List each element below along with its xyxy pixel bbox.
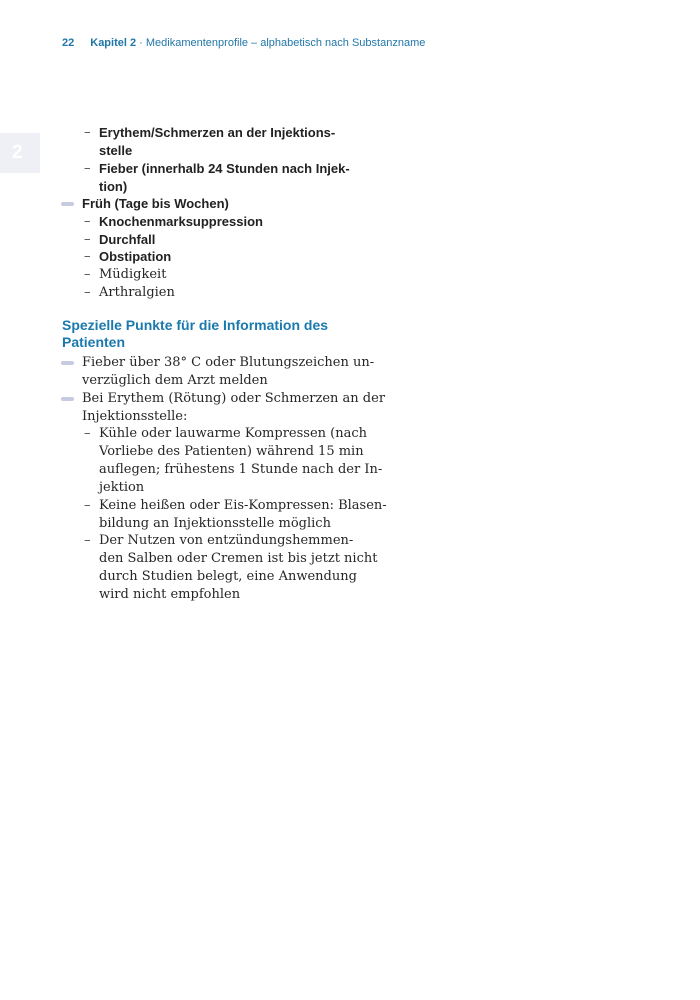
list-item: tion): [99, 179, 128, 194]
list-item: Knochenmarksuppression: [99, 214, 263, 229]
dash-marker: –: [84, 426, 91, 441]
dash-marker: –: [84, 214, 91, 229]
dash-marker: –: [84, 125, 91, 140]
info-subitem: jektion: [99, 480, 145, 495]
list-item: Durchfall: [99, 232, 156, 247]
dash-marker: –: [84, 249, 91, 264]
dash-marker: –: [84, 533, 91, 548]
info-subitem: Vorliebe des Patienten) während 15 min: [99, 444, 364, 459]
info-subitem: bildung an Injektionsstelle möglich: [99, 516, 331, 531]
info-subitem: Kühle oder lauwarme Kompressen (nach: [99, 426, 368, 441]
bullet-marker: [61, 361, 74, 365]
section-heading: Spezielle Punkte für die Information des: [62, 317, 329, 333]
bullet-marker: [61, 397, 74, 401]
info-subitem: durch Studien belegt, eine Anwendung: [99, 569, 357, 584]
section-heading: Patienten: [62, 334, 126, 350]
page-number: 22: [62, 37, 75, 49]
list-item: Erythem/Schmerzen an der Injektions-: [99, 125, 336, 140]
info-subitem: wird nicht empfohlen: [99, 587, 241, 602]
list-item: Müdigkeit: [99, 267, 167, 282]
dash-marker: –: [84, 267, 91, 282]
info-subitem: Keine heißen oder Eis-Kompressen: Blasen-: [99, 498, 387, 513]
bullet-marker: [61, 202, 74, 206]
dash-marker: –: [84, 232, 91, 247]
info-subitem: den Salben oder Cremen ist bis jetzt nicht: [99, 551, 378, 566]
dash-marker: –: [84, 498, 91, 513]
info-subitem: auflegen; frühestens 1 Stunde nach der In-: [99, 462, 383, 477]
info-subitem: Der Nutzen von entzündungshemmen-: [99, 533, 354, 548]
list-item: Obstipation: [99, 249, 172, 264]
dash-marker: –: [84, 161, 91, 176]
chapter-label: Kapitel 2: [90, 37, 137, 49]
chapter-tab: 2: [0, 133, 40, 173]
list-item: Früh (Tage bis Wochen): [82, 196, 229, 211]
list-item: Arthralgien: [99, 285, 175, 300]
header-separator: ·: [136, 37, 146, 49]
dash-marker: –: [84, 285, 91, 300]
info-item: Bei Erythem (Rötung) oder Schmerzen an der: [82, 391, 386, 406]
info-item: Fieber über 38° C oder Blutungszeichen un-: [82, 355, 375, 370]
info-item: Injektionsstelle:: [82, 409, 188, 424]
info-item: verzüglich dem Arzt melden: [82, 373, 268, 388]
chapter-subtitle: Medikamentenprofile – alphabetisch nach Substanzname: [145, 37, 426, 49]
running-header: [62, 37, 425, 49]
list-item: Fieber (innerhalb 24 Stunden nach Injek-: [99, 161, 350, 176]
list-item: stelle: [99, 143, 133, 158]
